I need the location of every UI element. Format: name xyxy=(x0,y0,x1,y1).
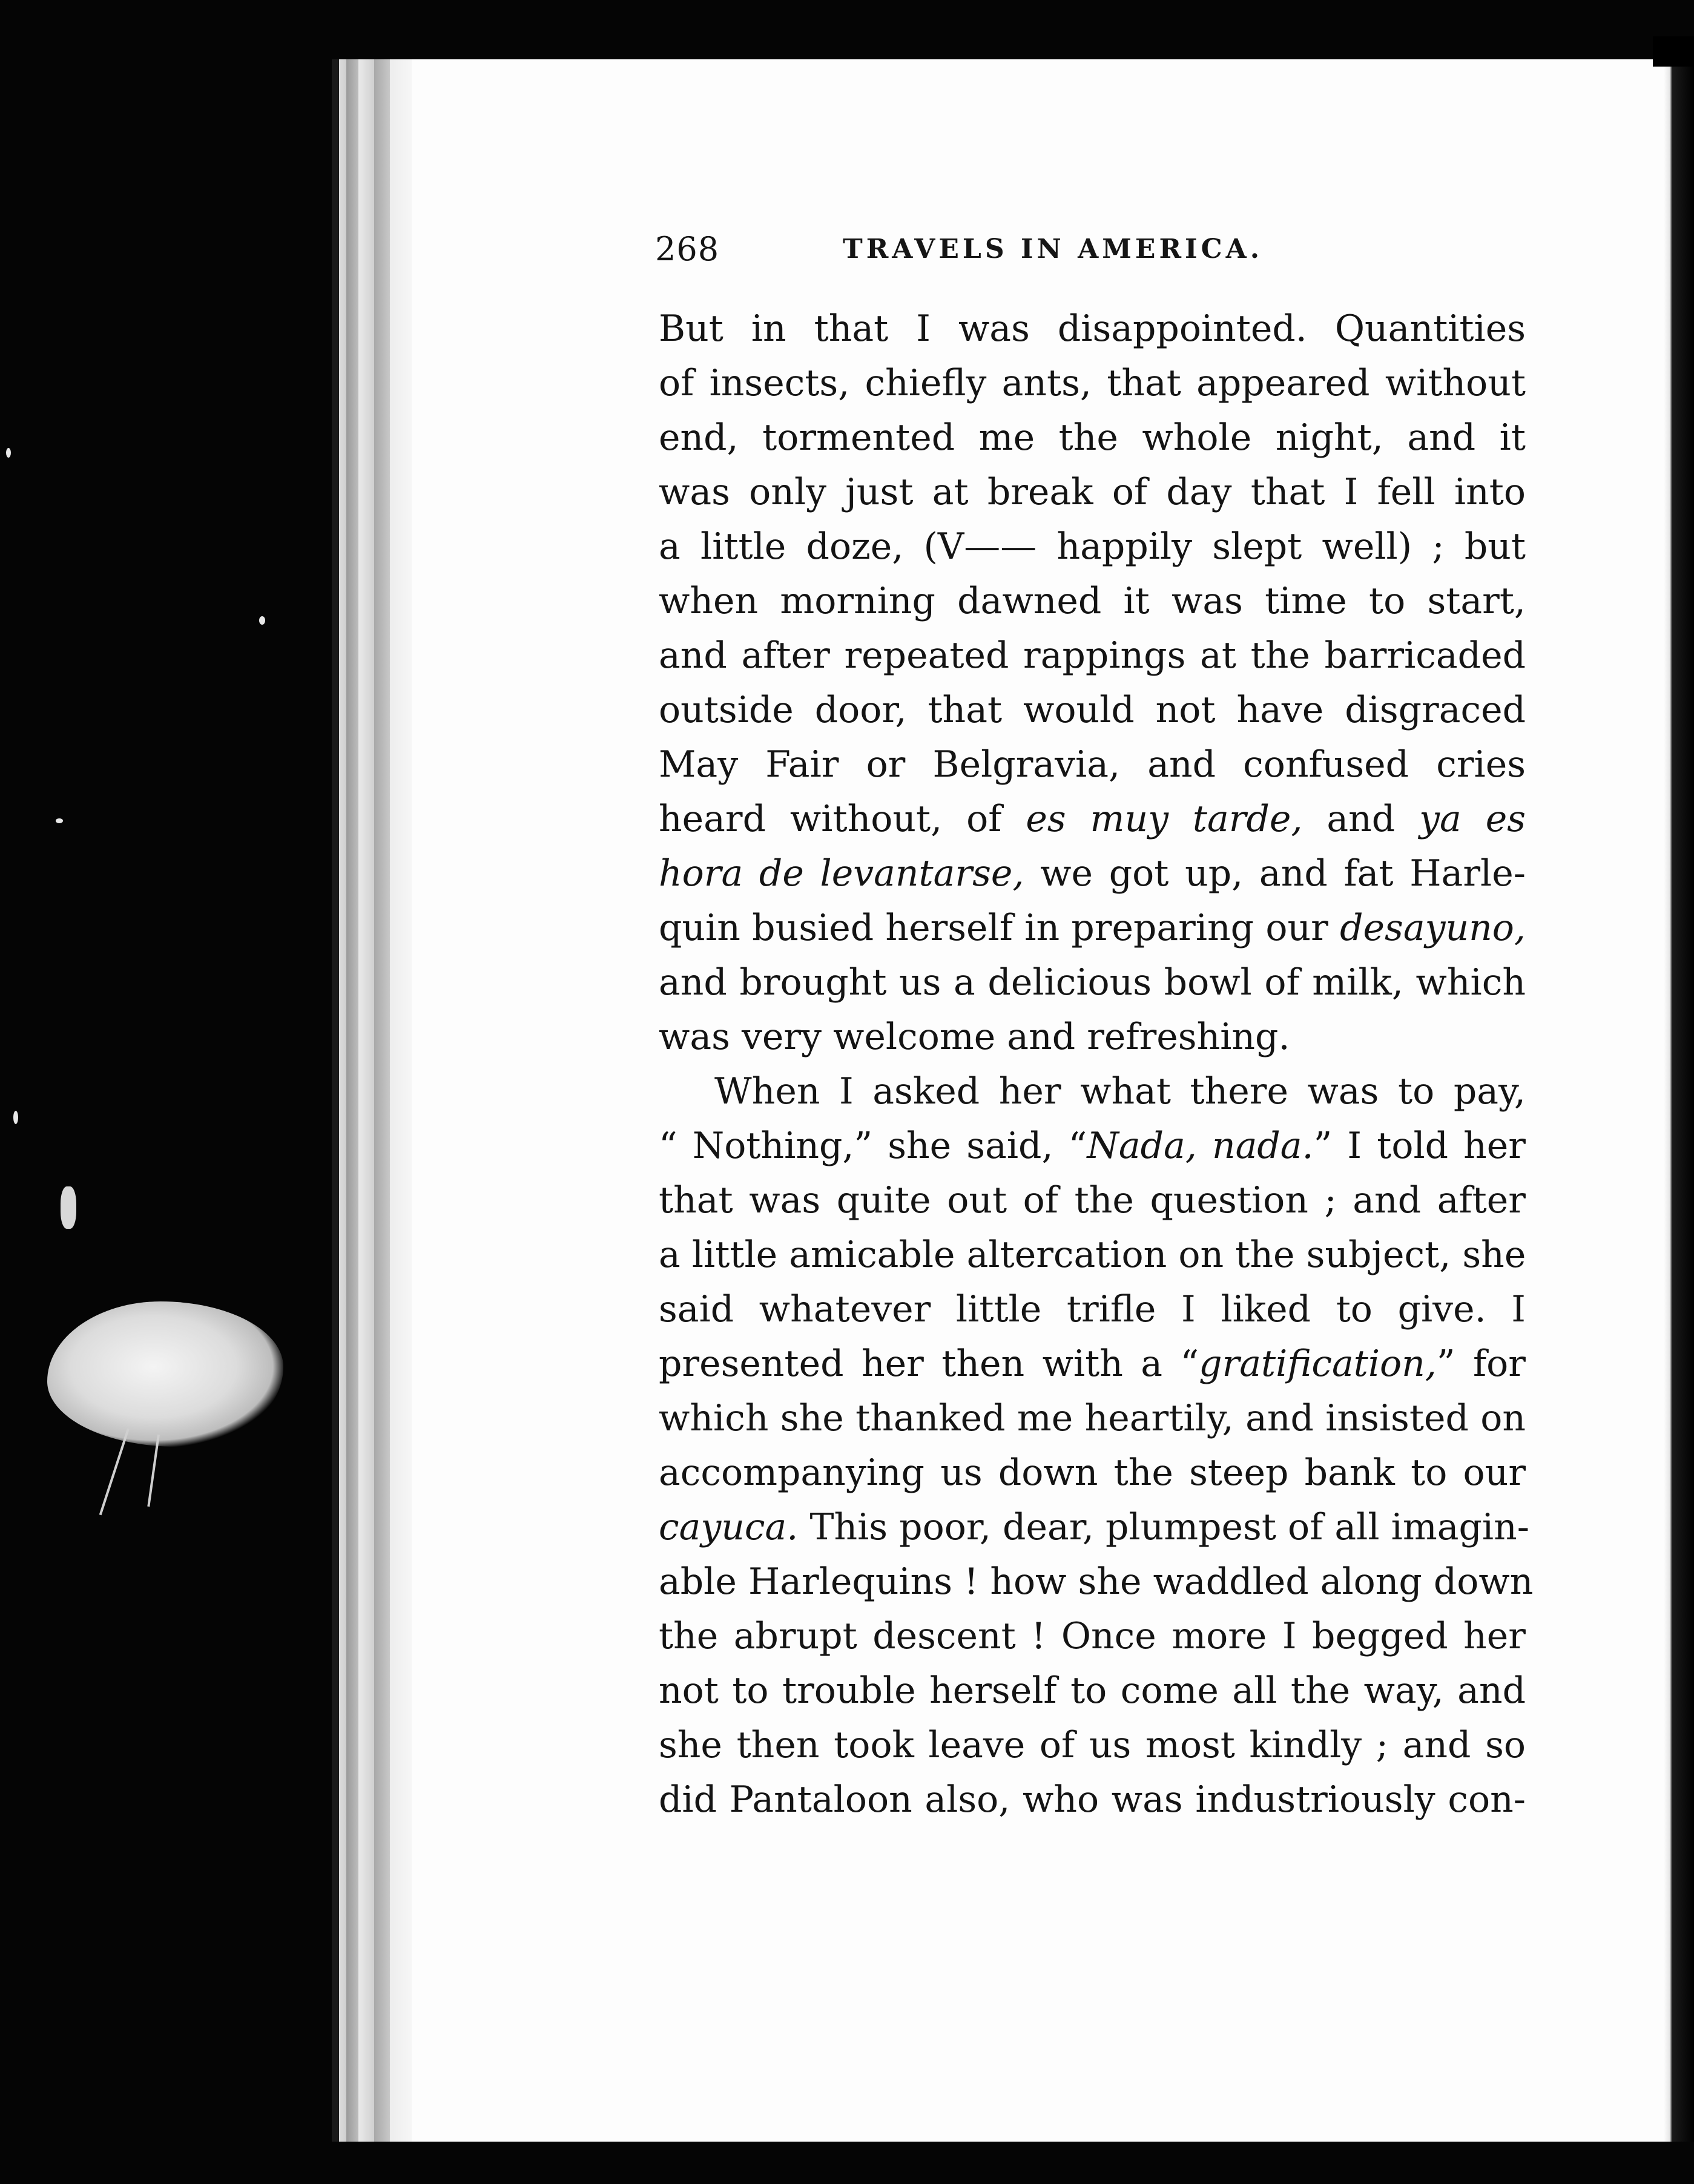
italic-phrase: ya es xyxy=(1419,798,1526,840)
italic-phrase: cayuca. xyxy=(659,1506,799,1548)
text-line xyxy=(659,901,1526,955)
text-line: she then took leave of us most kindly ; and so xyxy=(659,1724,1526,1766)
text-line: that was quite out of the question ; and after xyxy=(659,1179,1526,1222)
page-number: 268 xyxy=(655,230,720,268)
text-line: accompanying us down the steep bank to our xyxy=(659,1452,1526,1494)
text-line: and brought us a delicious bowl of milk, which xyxy=(659,961,1526,1004)
text-line: able Harlequins ! how she waddled along down xyxy=(659,1561,1534,1603)
dust-speck xyxy=(13,1111,18,1124)
text-run: and xyxy=(1302,798,1420,840)
text-run: quin busied herself in preparing our xyxy=(659,907,1340,949)
text-line: But in that I was disappointed. Quantities xyxy=(659,308,1526,350)
text-line: when morning dawned it was time to start, xyxy=(659,580,1526,622)
text-line: When I asked her what there was to pay, xyxy=(714,1070,1526,1113)
text-line: the abrupt descent ! Once more I begged her xyxy=(659,1615,1526,1657)
text-run: we got up, and fat Harle- xyxy=(1024,852,1526,895)
text-line: end, tormented me the whole night, and it xyxy=(659,416,1526,459)
italic-phrase: gratification, xyxy=(1199,1343,1437,1385)
text-line: of insects, chiefly ants, that appeared without xyxy=(659,362,1526,404)
text-run: ” for xyxy=(1436,1343,1526,1385)
running-head: TRAVELS IN AMERICA. xyxy=(843,234,1264,265)
text-line: a little doze, (V—— happily slept well) ; but xyxy=(659,525,1526,568)
text-line xyxy=(659,1500,1529,1554)
text-run: heard without, of xyxy=(659,798,1026,840)
text-run: presented her then with a “ xyxy=(659,1343,1199,1385)
dust-speck xyxy=(6,448,11,458)
dust-speck xyxy=(56,818,63,823)
italic-phrase: es muy tarde, xyxy=(1026,798,1303,840)
italic-phrase: hora de levantarse, xyxy=(659,852,1024,895)
text-line xyxy=(659,792,1526,846)
right-binding-edge xyxy=(1664,59,1694,2142)
scan-corner xyxy=(1653,36,1694,67)
text-run: ” I told her xyxy=(1313,1125,1526,1167)
text-line: and after repeated rappings at the barricaded xyxy=(659,634,1526,677)
text-line: not to trouble herself to come all the way, and xyxy=(659,1669,1526,1712)
italic-phrase: desayuno, xyxy=(1340,907,1526,949)
text-line: outside door, that would not have disgraced xyxy=(659,689,1526,731)
text-line: did Pantaloon also, who was industriously con- xyxy=(659,1778,1526,1821)
text-line xyxy=(659,1119,1526,1173)
dust-speck xyxy=(61,1186,76,1229)
debris-blob xyxy=(47,1301,283,1447)
text-run: This poor, dear, plumpest of all imagin- xyxy=(798,1506,1529,1548)
text-line xyxy=(659,1337,1526,1391)
body-text xyxy=(659,301,1534,1827)
text-line: which she thanked me heartily, and insisted on xyxy=(659,1397,1526,1439)
page-fore-edge xyxy=(332,59,412,2142)
text-line: said whatever little trifle I liked to give. I xyxy=(659,1288,1526,1330)
page-header xyxy=(655,230,1285,278)
text-run: “ Nothing,” she said, “ xyxy=(659,1125,1087,1167)
italic-phrase: Nada, nada. xyxy=(1087,1125,1314,1167)
text-line: was only just at break of day that I fell into xyxy=(659,471,1526,513)
text-line xyxy=(659,846,1526,901)
text-line: May Fair or Belgravia, and confused cries xyxy=(659,743,1526,786)
dust-speck xyxy=(259,616,265,625)
text-line: was very welcome and refreshing. xyxy=(659,1016,1290,1058)
text-line: a little amicable altercation on the subject, she xyxy=(659,1234,1526,1276)
